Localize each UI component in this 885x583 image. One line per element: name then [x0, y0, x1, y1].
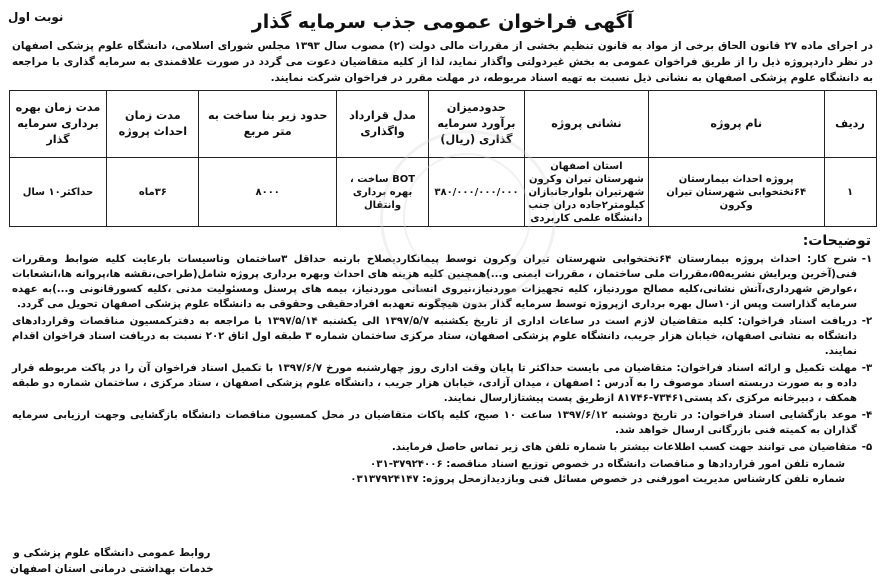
header-contract-model: مدل قرارداد واگذاری — [337, 91, 429, 158]
note-text: دریافت اسناد فراخوان: کلیه متقاضیان لازم است در ساعات اداری از تاریخ یکشنبه ۱۳۹۷/۵/۷ الی یکشنبه ۱۳۹۷/۵/۱۴ با مراجعه به دفترکمسیون مناقصات وقراردادهای دانشگاه به نشانی اصفهان، خیابان هزار جریب، دانشگاه علوم پزشکی اصفهان، ستاد مرکزی ساختمان شماره ۳ طبقه اول اتاق ۲۰۲ نسبت به دریافت اسناد فراخوان اقدام نمایند. — [12, 316, 858, 357]
seal-watermark — [380, 130, 556, 306]
cell-construction-time: ۳۶ماه — [107, 158, 199, 227]
note-item — [8, 361, 877, 406]
note-text: شرح کار: احداث پروژه بیمارستان ۶۴تختخوابی شهرستان تیران وکرون توسط پیمانکاردیصلاح بارتبه حداقل ۳ساختمان وتاسیسات بارعایت کلیه ضوابط ومقررات فنی(آخرین ویرایش نشریه۵۵،مقررات ملی ساختمان ، مقررات ایمنی و...)همچنین کلیه هزینه های احداث وبهره برداری پروژه شامل(طراحی،نقشه ها،پروانه ها،انشعابات ،عوارض شهرداری،آتش نشانی،کلیه مصالح موردنیاز، کلیه تجهیزات موردنیاز،نیروی انسانی موردنیاز، بیمه های پرسنل ومسئولیت مدنی ،کلیه کسورقانونی و...)به عهده سرمایه گذاراست وپس از۱۰سال بهره برداری ازپروژه توسط سرمایه گذار بدون هیچگونه تعهدبه افرادحقیقی وحقوقی به دانشگاه علوم پزشکی اصفهان تحویل می گردد. — [12, 254, 857, 310]
contact-line-technical: شماره تلفن کارشناس مدیریت امورفنی در خصوص مسائل فنی وبازدیدازمحل پروژه: ۰۳۱۳۷۹۲۴۱۴۷ — [350, 474, 845, 485]
note-number: ۱- — [861, 254, 873, 265]
cell-project-address: استان اصفهان شهرستان تیران وکرون شهرتیران بلوارجانبازان کیلومتر۲جاده دران جنب دانشگاه علمی کاربردی — [524, 158, 648, 227]
header-construction-time: مدت زمان احداث پروژه — [107, 91, 199, 158]
note-item — [8, 440, 877, 455]
note-item — [8, 314, 877, 359]
header-row-number: ردیف — [824, 91, 876, 158]
contact-line-contracts: شماره تلفن امور قراردادها و مناقصات دانشگاه در خصوص توزیع اسناد مناقصه: ۳۷۹۲۴۰۰۶-۰۳۱ — [370, 459, 845, 470]
header-investment-estimate: حدودمیزان برآورد سرمایه گذاری (ریال) — [428, 91, 524, 158]
footer-line-1: روابط عمومی دانشگاه علوم پزشکی و — [13, 547, 211, 559]
edition-label: نوبت اول — [8, 10, 64, 24]
cell-building-area: ۸۰۰۰ — [199, 158, 337, 227]
cell-operation-time: حداکثر۱۰ سال — [9, 158, 107, 227]
page-title: آگهی فراخوان عمومی جذب سرمایه گذار — [251, 11, 634, 33]
cell-investment-estimate: ۳۸۰/۰۰۰/۰۰۰/۰۰۰ — [428, 158, 524, 227]
intro-paragraph: در اجرای ماده ۲۷ قانون الحاق برخی از مواد به قانون تنظیم بخشی از مقررات مالی دولت (۲) مصوب سال ۱۳۹۳ مجلس شورای اسلامی، دانشگاه علوم پزشکی اصفهان در نظر داردپروژه ذیل را از طریق فراخوان عمومی به بخش غیردولتی واگذار نماید، لذا از کلیه متقاضیان دعوت می گردد در صورت علاقمندی به سرمایه گذاری با مراجعه به دانشگاه علوم پزشکی اصفهان به نشانی ذیل نسبت به تهیه اسناد مربوطه، در مهلت مقرر در فراخوان شرکت نمایند. — [12, 40, 873, 84]
header-project-address: نشانی پروژه — [524, 91, 648, 158]
header-project-name: نام پروژه — [648, 91, 824, 158]
note-number: ۴- — [861, 410, 873, 421]
note-number: ۲- — [861, 316, 873, 327]
note-text: مهلت تکمیل و ارائه اسناد فراخوان: متقاضیان می بایست حداکثر تا پایان وقت اداری روز چهارشنبه مورخ ۱۳۹۷/۶/۷ با تکمیل اسناد فراخوان آن را در پاکت مربوطه قرار داده و به صورت دربسته اسناد موصوف را به آدرس : اصفهان ، میدان آزادی، خیابان هزار جریب ، دانشگاه علوم پزشکی اصفهان ، ستاد مرکزی ، ساختمان شماره دو طبقه همکف ، دبیرخانه مرکزی ،کد پستی۷۳۴۶۱-۸۱۷۴۶ ازطریق پست پیشتازارسال نمایند. — [12, 363, 857, 404]
note-text: متقاضیان می توانند جهت کسب اطلاعات بیشتر با شماره تلفن های زیر تماس حاصل فرمایند. — [391, 442, 857, 453]
footer-signature — [10, 545, 214, 577]
note-text: موعد بازگشایی اسناد فراخوان: در تاریخ دوشنبه ۱۳۹۷/۶/۱۲ ساعت ۱۰ صبح، کلیه پاکات متقاضیان در محل کمسیون مناقصات دانشگاه بازگشایی وجهت ارزیابی سرمایه گذاران به کمیته فنی بازرگانی ارسال خواهد شد. — [12, 410, 857, 436]
note-item — [8, 408, 877, 438]
cell-contract-model: BOT ساخت ، بهره برداری وانتقال — [337, 158, 429, 227]
notes-heading: توضیحات: — [802, 233, 871, 249]
header-building-area: حدود زیر بنا ساخت به متر مربع — [199, 91, 337, 158]
advertisement-page — [0, 10, 885, 583]
note-number: ۵- — [861, 442, 873, 453]
footer-line-2: خدمات بهداشتی درمانی استان اصفهان — [10, 563, 214, 575]
cell-row-number: ۱ — [824, 158, 876, 227]
cell-project-name: پروژه احداث بیمارستان ۶۴تختخوابی شهرستان تیران وکرون — [648, 158, 824, 227]
header-operation-time: مدت زمان بهره برداری سرمایه گذار — [9, 91, 107, 158]
note-number: ۳- — [861, 363, 873, 374]
